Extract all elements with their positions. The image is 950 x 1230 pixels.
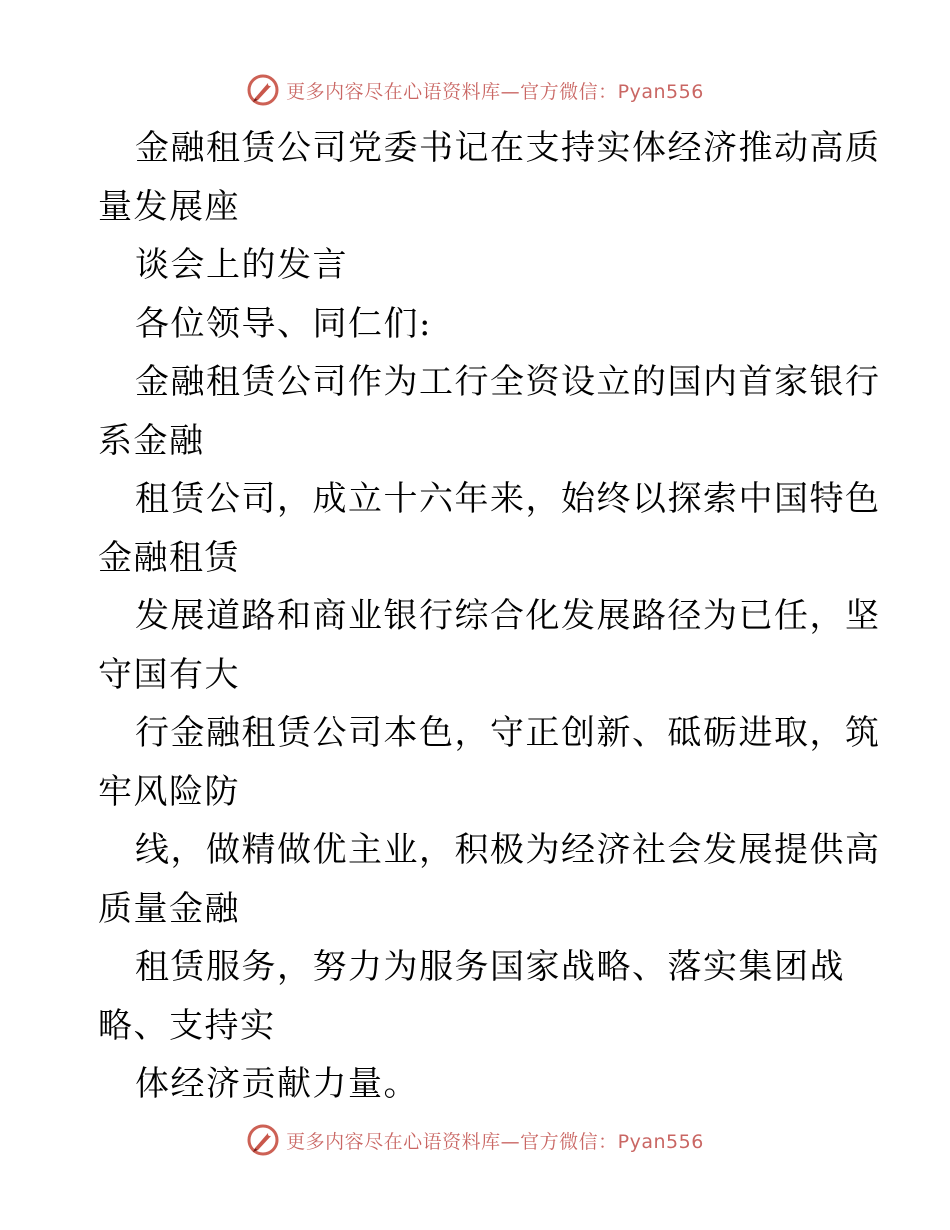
watermark-text: 更多内容尽在心语资料库—官方微信：Pyan556: [286, 80, 704, 103]
document-body: [98, 119, 881, 1114]
footer-watermark: [0, 1120, 950, 1160]
text-line: 租赁服务，努力为服务国家战略、落实集团战: [135, 947, 845, 987]
text-line: 质量金融: [98, 888, 240, 929]
pen-logo-icon: [246, 73, 280, 107]
text-line: 发展道路和商业银行综合化发展路径为已任，坚: [135, 596, 881, 636]
text-line: 金融租赁: [98, 537, 240, 578]
text-line: 牢风险防: [98, 771, 240, 812]
text-line: 金融租赁公司党委书记在支持实体经济推动高质: [135, 128, 881, 168]
text-line: 体经济贡献力量。: [135, 1064, 419, 1104]
text-line: 各位领导、同仁们:: [135, 303, 432, 344]
text-line: 略、支持实: [98, 1005, 276, 1046]
text-line: 量发展座: [98, 186, 240, 227]
text-line: 守国有大: [98, 654, 240, 695]
text-line: 租赁公司，成立十六年来，始终以探索中国特色: [135, 479, 881, 519]
text-line: 系金融: [98, 420, 205, 461]
text-line: 谈会上的发言: [135, 245, 348, 285]
text-line: 线，做精做优主业，积极为经济社会发展提供高: [135, 830, 881, 870]
pen-logo-icon: [246, 1123, 280, 1157]
text-line: 行金融租赁公司本色，守正创新、砥砺进取，筑: [135, 713, 881, 753]
header-watermark: [0, 70, 950, 110]
text-line: 金融租赁公司作为工行全资设立的国内首家银行: [135, 362, 881, 402]
watermark-text: 更多内容尽在心语资料库—官方微信：Pyan556: [286, 1130, 704, 1153]
